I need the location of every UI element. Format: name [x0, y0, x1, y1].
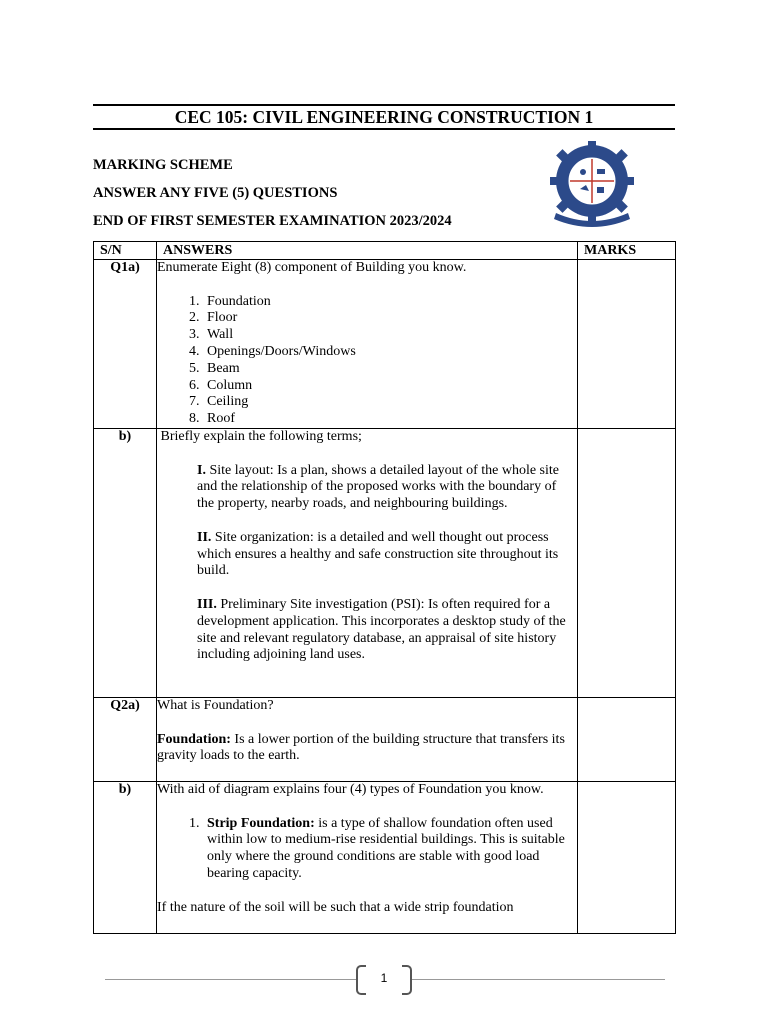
- marks-cell: [578, 697, 676, 781]
- continuation-text: If the nature of the soil will be such that a wide strip foundation: [157, 899, 514, 915]
- table-row: [94, 260, 676, 429]
- list-item: 1. Foundation: [203, 294, 577, 311]
- question-text: With aid of diagram explains four (4) types of Foundation you know.: [157, 781, 544, 797]
- component-list: [157, 294, 577, 428]
- answer-cell: [157, 781, 578, 933]
- answer-text: Foundation: Is a lower portion of the building structure that transfers its gravity loads to the earth.: [157, 731, 565, 764]
- marking-scheme-heading: MARKING SCHEME: [93, 157, 233, 173]
- question-text: Enumerate Eight (8) component of Building you know.: [157, 260, 467, 275]
- table-header-row: [94, 242, 676, 260]
- foundation-type-list: [157, 816, 577, 883]
- marks-cell: [578, 781, 676, 933]
- term-definition: I. Site layout: Is a plan, shows a detailed layout of the whole site and the relationship of the proposed works with the boundary of the property, nearby roads, and neighbouring buildings.: [197, 462, 559, 512]
- term-definition: III. Preliminary Site investigation (PSI): Is often required for a development application. This incorporates a desktop study of the site and relevant regulatory database, an appraisal of site history including adjoining land uses.: [197, 596, 566, 663]
- header-answers: ANSWERS: [157, 242, 578, 260]
- table-row: [94, 428, 676, 697]
- document-title: CEC 105: CIVIL ENGINEERING CONSTRUCTION 1: [174, 107, 594, 127]
- marks-cell: [578, 260, 676, 429]
- instruction-heading: ANSWER ANY FIVE (5) QUESTIONS: [93, 185, 338, 201]
- list-item: 8. Roof: [203, 411, 577, 428]
- answer-cell: [157, 697, 578, 781]
- table-row: [94, 697, 676, 781]
- header-marks: MARKS: [578, 242, 676, 260]
- list-item: 2. Floor: [203, 310, 577, 327]
- title-bottom-rule: [93, 128, 675, 130]
- list-item: 3. Wall: [203, 327, 577, 344]
- marking-scheme-table: [93, 241, 676, 934]
- list-item: 4. Openings/Doors/Windows: [203, 344, 577, 361]
- list-item: 6. Column: [203, 378, 577, 395]
- list-item: 1. Strip Foundation: is a type of shallow foundation often used within low to medium-rise residential buildings. This is suitable only where the ground conditions are stable with good load bearing capacity.: [203, 816, 577, 883]
- list-item: 5. Beam: [203, 361, 577, 378]
- question-number: Q1a): [94, 260, 157, 429]
- question-number: b): [94, 428, 157, 697]
- header-sn: S/N: [94, 242, 157, 260]
- polytechnic-logo: [546, 139, 638, 231]
- answer-cell: [157, 260, 578, 429]
- term-definition: II. Site organization: is a detailed and well thought out process which ensures a healthy and safe construction site throughout its build.: [197, 529, 559, 579]
- question-text: What is Foundation?: [157, 697, 274, 713]
- marks-cell: [578, 428, 676, 697]
- answer-cell: [157, 428, 578, 697]
- page-number: 1: [380, 971, 388, 985]
- title-top-rule: [93, 104, 675, 106]
- question-number: b): [94, 781, 157, 933]
- exam-heading: END OF FIRST SEMESTER EXAMINATION 2023/2024: [93, 213, 452, 229]
- question-number: Q2a): [94, 697, 157, 781]
- question-text: Briefly explain the following terms;: [157, 428, 362, 444]
- page-number-box: [356, 965, 412, 993]
- table-row: [94, 781, 676, 933]
- list-item: 7. Ceiling: [203, 394, 577, 411]
